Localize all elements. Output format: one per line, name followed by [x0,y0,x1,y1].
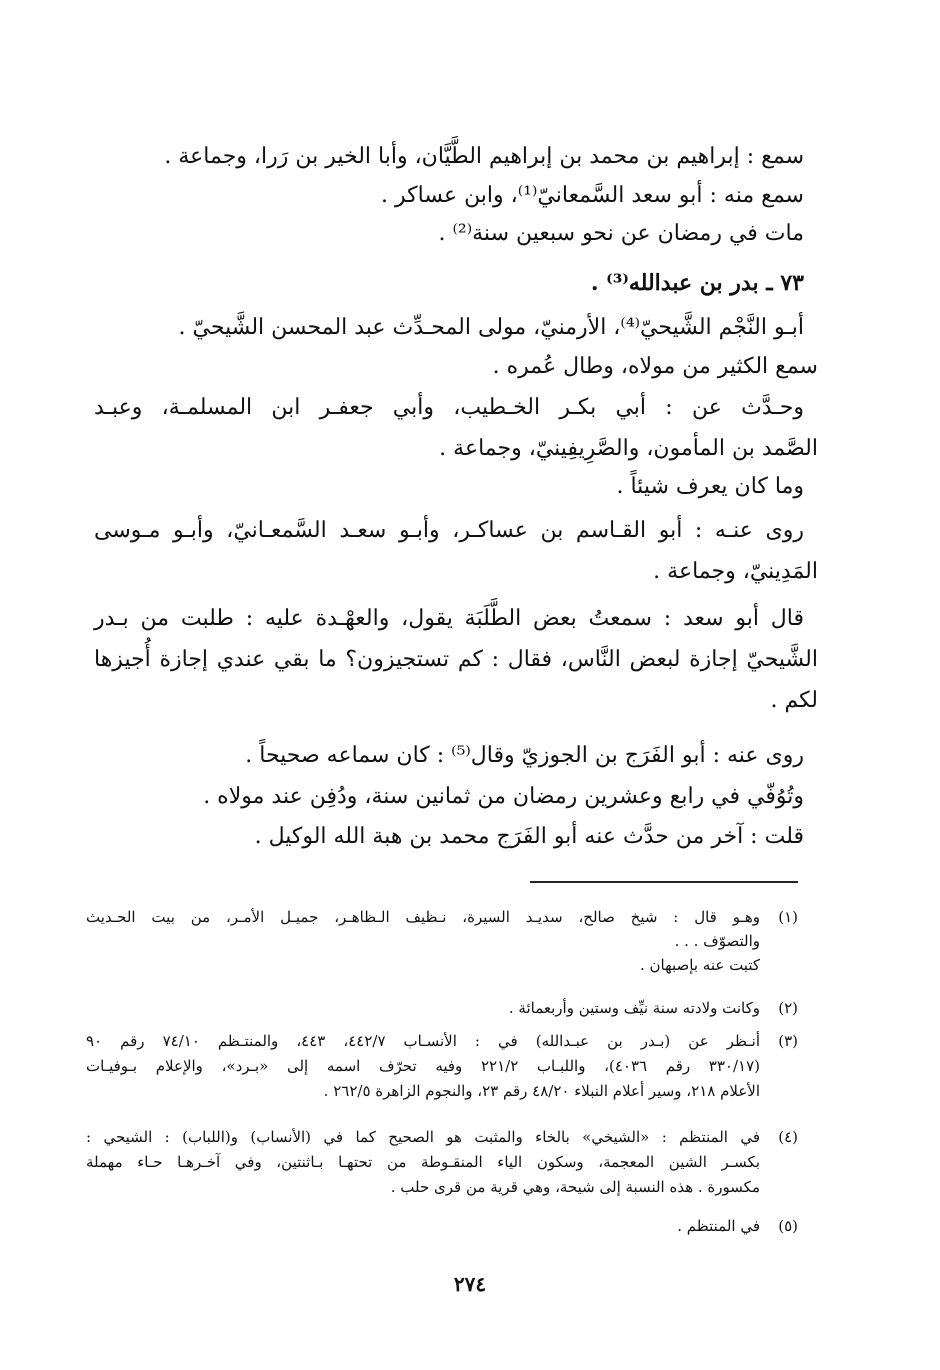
footnote-number: (١) [778,908,798,926]
text-line: أبـو النَّجْم الشَّيحيّ⁽⁴⁾، الأرمنيّ، مولى المحـدِّث عبد المحسن الشَّيحيّ . [178,315,804,340]
text-line: وحـدَّث عن : أبي بكـر الخـطيب، وأبي جعفـر ابن المسلمـة، وعبـد [94,395,804,420]
text-line: لكم . [770,688,818,713]
footnote-number: (٤) [778,1128,798,1146]
text-line: قال أبو سعد : سمعتُ بعض الطَّلَبَة يقول، والعهْـدة عليه : طلبت من بـدر [94,606,804,631]
text-line: سمع منه : أبو سعد السَّمعانيّ⁽¹⁾، وابن عساكر . [381,183,804,208]
text-line: المَدِينيّ، وجماعة . [653,559,818,584]
footnote-4 [86,1126,798,1198]
text-line: قلت : آخر من حدَّث عنه أبو الفَرَج محمد بن هبة الله الوكيل . [254,824,804,849]
footnote-line: والتصوّف . . . [674,932,760,950]
footnote-line: في المنتظم . [677,1217,760,1235]
text-line: سمع : إبراهيم بن محمد بن إبراهيم الطَّيَّان، وأبا الخير بن رَرا، وجماعة . [164,144,804,169]
footnote-line: كتبت عنه بإصبهان . [639,956,760,974]
footnote-3 [86,1030,798,1102]
text-line: روى عنه : أبو الفَرَج بن الجوزيّ وقال⁽⁵⁾ : كان سماعه صحيحاً . [245,743,804,768]
footnote-line: (٣٣٠/١٧ رقم ٤٠٣٦)، واللبـاب ٢٢١/٢ وفيه تحرّف اسمه إلى «بـرد»، والإعلام بـوفيـات [86,1057,760,1075]
text-line: الصَّمد بن المأمون، والصَّرِيفِينيّ، وجماعة . [439,436,818,461]
footnote-line: وهـو قال : شيخ صالح، سديـد السيرة، نـظيف الـظاهـر، جميـل الأمـر، من بيت الحـديث [86,908,760,926]
footnote-number: (٣) [778,1032,798,1050]
footnote-line: وكانت ولادته سنة نيِّف وستين وأربعمائة . [508,999,760,1017]
text-line: وتُوُفّي في رابع وعشرين رمضان من ثمانين سنة، ودُفِن عند مولاه . [203,784,804,809]
main-text [94,0,818,880]
footnote-number: (٢) [778,999,798,1017]
footnote-number: (٥) [778,1217,798,1235]
footnote-2 [86,997,798,1021]
text-line: وما كان يعرف شيئاً . [616,474,804,499]
text-line: روى عنـه : أبو القـاسم بن عساكـر، وأبـو سعـد السَّمعـانيّ، وأبـو مـوسى [94,518,804,543]
footnote-line: الأعلام ٢١٨، وسير أعلام النبلاء ٤٨/٢٠ رقم ٢٣، والنجوم الزاهرة ٢٦٢/٥ . [323,1082,760,1100]
text-line: الشَّيحيّ إجازة لبعض النَّاس، فقال : كم تستجيزون؟ ما بقي عندي إجازة أُجيزها [94,647,818,672]
footnote-1 [86,906,798,976]
footnote-line: في المنتظم : «الشيخي» بالخاء والمثبت هو الصحيح كما في (الأنساب) و(اللباب) : الشيحي : [86,1128,760,1146]
page-number: ٢٧٤ [453,1272,487,1296]
footnote-line: بكسـر الشين المعجمة، وسكون الياء المنقـوطة من تحتهـا بـاثنتين، وفي آخـرهـا حـاء مهملة [86,1153,760,1171]
footnote-line: أنـظر عن (بـدر بن عبـدالله) في : الأنسـاب ٤٤٢/٧، ٤٤٣، والمنتـظم ٧٤/١٠ رقم ٩٠ [86,1032,761,1050]
footnote-line: مكسورة . هذه النسبة إلى شيحة، وهي قرية من قرى حلب . [390,1178,760,1196]
text-line: مات في رمضان عن نحو سبعين سنة⁽²⁾ . [438,221,804,246]
footnote-5 [86,1215,798,1239]
entry-heading: ٧٣ ـ بدر بن عبدالله⁽³⁾ . [590,270,804,296]
footnote-divider [530,881,798,883]
text-line: سمع الكثير من مولاه، وطال عُمره . [492,354,818,379]
